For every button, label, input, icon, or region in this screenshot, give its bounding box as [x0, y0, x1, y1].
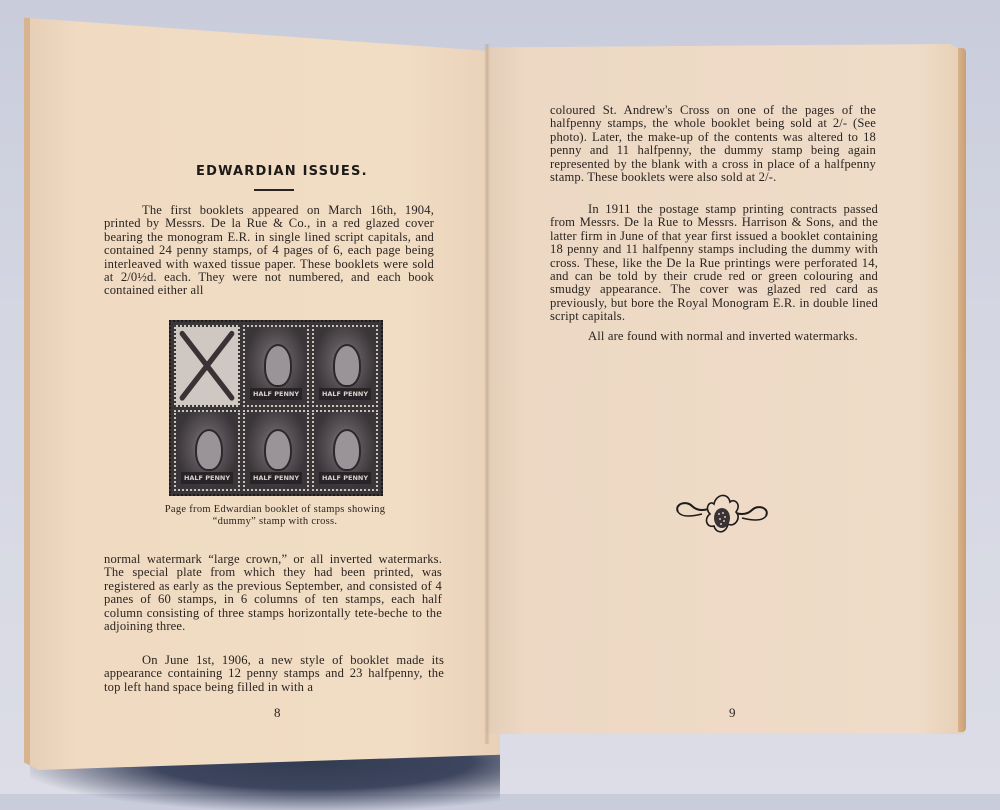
- stamp-label: HALF PENNY: [319, 388, 371, 400]
- right-page-edge: [958, 48, 966, 732]
- chapter-heading: EDWARDIAN ISSUES.: [196, 164, 368, 179]
- left-paragraph-1: [104, 204, 434, 298]
- right-paragraph-1: coloured St. Andrew's Cross on one of the pages of the halfpenny stamps, the whole booklet being sold at 2/- (See photo). Later, the make-up of the contents was altered to 18 penny and 11 halfpenny, the dummy stamp being again represented by the blank with a cross in place of a halfpenny stamp. These booklets were also sold at 2/-.: [550, 103, 876, 185]
- halfpenny-stamp: [312, 410, 378, 492]
- king-portrait-icon: [264, 429, 293, 472]
- halfpenny-stamp: [243, 325, 309, 407]
- stamp-booklet-figure: [169, 320, 383, 496]
- book-gutter: [484, 44, 490, 744]
- floral-ornament-icon: [672, 490, 772, 538]
- right-paragraph-2: [550, 203, 878, 324]
- king-portrait-icon: [333, 429, 362, 472]
- stamp-label: HALF PENNY: [319, 472, 371, 484]
- king-portrait-icon: [195, 429, 224, 472]
- page-number-left: 8: [274, 705, 281, 720]
- left-paragraph-2: normal watermark “large crown,” or all inverted watermarks. The special plate from which they had been printed, was registered as early as the previous September, and consisted of 4 panes of 60 stamps, in 6 columns of ten stamps, each half column consisting of three stamps horizontally tete-beche to the adjoining three.: [104, 552, 442, 634]
- heading-rule: [254, 189, 294, 191]
- king-portrait-icon: [333, 344, 362, 387]
- dummy-stamp-cross: [174, 325, 240, 407]
- stamp-label: HALF PENNY: [181, 472, 233, 484]
- figure-caption: Page from Edwardian booklet of stamps showing “dummy” stamp with cross.: [164, 504, 386, 527]
- stamp-label: HALF PENNY: [250, 472, 302, 484]
- st-andrews-cross-icon: [176, 327, 238, 405]
- left-paragraph-3-text: On June 1st, 1906, a new style of booklet made its appearance containing 12 penny stamps and 23 halfpenny, the top left hand space being filled in with a: [104, 653, 444, 694]
- king-portrait-icon: [264, 344, 293, 387]
- right-paragraph-3-text: All are found with normal and inverted watermarks.: [588, 329, 858, 343]
- right-paragraph-3: [550, 330, 878, 343]
- halfpenny-stamp: [312, 325, 378, 407]
- halfpenny-stamp: [243, 410, 309, 492]
- stamp-label: HALF PENNY: [250, 388, 302, 400]
- right-paragraph-2-text: In 1911 the postage stamp printing contracts passed from Messrs. De la Rue to Messrs. Harrison & Sons, and the latter firm in June of that year first issued a booklet containing 18 penny and 11 halfpenny stamps including the dummy with cross. These, like the De la Rue printings were perforated 14, and can be told by their crude red or green colouring and smudgy appearance. The cover was glazed red card as previously, but bore the Royal Monogram E.R. in double lined script capitals.: [550, 202, 878, 324]
- left-paragraph-3: [104, 654, 444, 694]
- halfpenny-stamp: [174, 410, 240, 492]
- page-number-right: 9: [729, 705, 736, 720]
- left-paragraph-1-text: The first booklets appeared on March 16th, 1904, printed by Messrs. De la Rue & Co., in a red glazed cover bearing the monogram E.R. in single lined script capitals, and contained 24 penny stamps, of 4 pages of 6, each page being interleaved with waxed tissue paper. These booklets were sold at 2/0½d. each. They were not numbered, and each book contained either all: [104, 203, 434, 298]
